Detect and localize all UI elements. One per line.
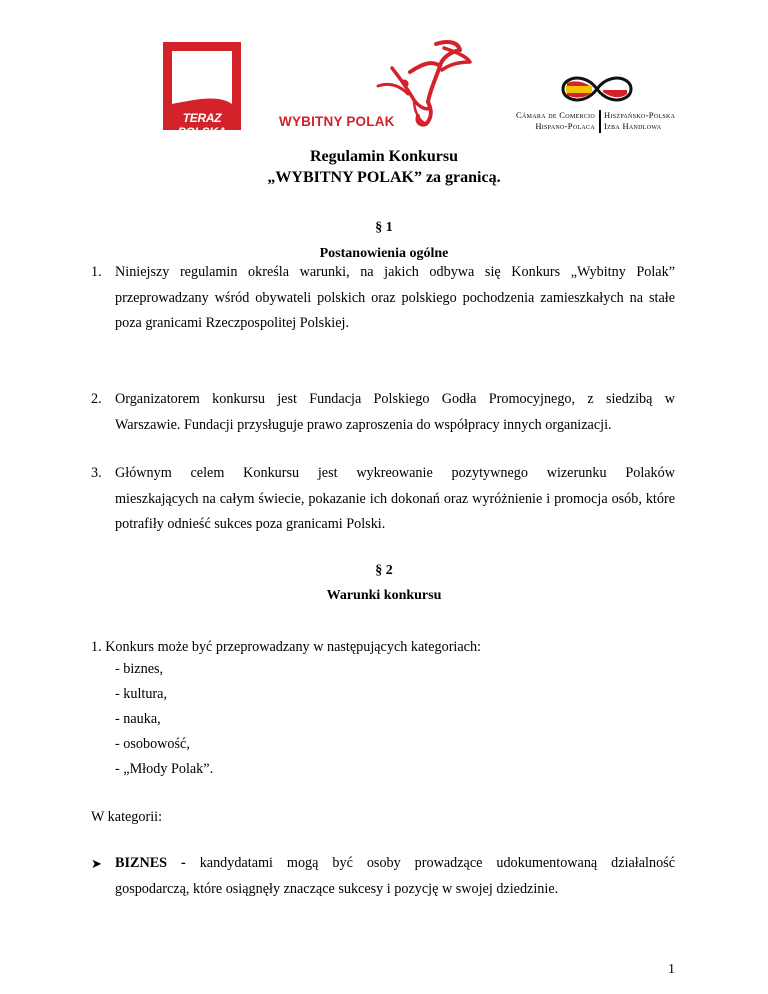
item-first-line: Niniejszy regulamin określa warunki, na jakich odbywa się Konkurs „Wybitny Polak” xyxy=(115,264,675,280)
category-osobowosc: - osobowość, xyxy=(115,736,190,752)
document-title: Regulamin Konkursu xyxy=(309,148,459,165)
section-2-heading: Warunki konkursu xyxy=(326,588,442,603)
biznes-line1: kandydatami mogą być osoby prowadzące udokumentowaną działalność xyxy=(199,855,675,871)
document-subtitle: „WYBITNY POLAK” za granicą. xyxy=(267,169,501,186)
biznes-label: BIZNES - xyxy=(115,855,186,871)
item-continuation: przeprowadzany wśród obywateli polskich oraz polskiego pochodzenia zamieszkałych na stałe poza granicami Rzeczpospolitej Polskiej. xyxy=(115,289,675,331)
section-1-heading: Postanowienia ogólne xyxy=(319,246,449,261)
biznes-first-line xyxy=(115,851,675,877)
camara-right-line2: Izba Handlowa xyxy=(604,121,662,131)
camara-divider xyxy=(599,110,601,133)
wybitny-polak-label: WYBITNY POLAK xyxy=(279,114,395,129)
section-1-item-2 xyxy=(91,387,675,438)
item-number: 1. xyxy=(91,264,102,280)
item-number: 2. xyxy=(91,391,102,407)
item-continuation: mieszkających na całym świecie, pokazanie ich dokonań oraz wyróżnienie i promocja osób, które potrafiły odnieść sukces poza granicami Polski. xyxy=(115,490,675,532)
category-kultura: - kultura, xyxy=(115,686,168,702)
item-first-line: Głównym celem Konkursu jest wykreowanie pozytywnego wizerunku Polaków xyxy=(115,465,675,481)
category-biznes: - biznes, xyxy=(115,661,164,677)
page-number: 1 xyxy=(668,962,675,977)
teraz-polska-label: TERAZ POLSKA xyxy=(177,111,227,139)
section-1-item-1 xyxy=(91,260,675,337)
section-2-intro: 1. Konkurs może być przeprowadzany w następujących kategoriach: xyxy=(91,639,482,655)
camara-polish-name xyxy=(604,110,689,132)
biznes-line2: gospodarczą, które osiągnęły znaczące sukcesy i pozycję w swojej dziedzinie. xyxy=(115,880,559,897)
w-kategorii-label: W kategorii: xyxy=(91,809,163,825)
item-first-line: Organizatorem konkursu jest Fundacja Polskiego Godła Promocyjnego, z siedzibą w xyxy=(115,391,675,407)
teraz-polska-logo xyxy=(163,42,241,139)
flags-infinity-icon xyxy=(557,74,637,104)
camara-spanish-name xyxy=(510,110,595,132)
section-2-mark: § 2 xyxy=(375,563,393,578)
item-number: 3. xyxy=(91,465,102,481)
camara-left-line2: Hispano-Polaca xyxy=(535,121,595,131)
category-nauka: - nauka, xyxy=(115,711,161,727)
camara-comercio-logo xyxy=(510,74,685,134)
section-1-item-3 xyxy=(91,461,675,538)
category-mlody-polak: - „Młody Polak”. xyxy=(115,761,214,777)
arrow-bullet-icon: ➤ xyxy=(91,856,102,871)
section-1-mark: § 1 xyxy=(375,220,393,235)
biznes-description xyxy=(115,851,675,902)
camara-right-line1: Hiszpańsko-Polska xyxy=(604,110,676,120)
camara-left-line1: Cámara de Comercio xyxy=(516,110,595,120)
item-continuation: Warszawie. Fundacji przysługuje prawo zaproszenia do współpracy innych organizacji. xyxy=(115,416,612,433)
